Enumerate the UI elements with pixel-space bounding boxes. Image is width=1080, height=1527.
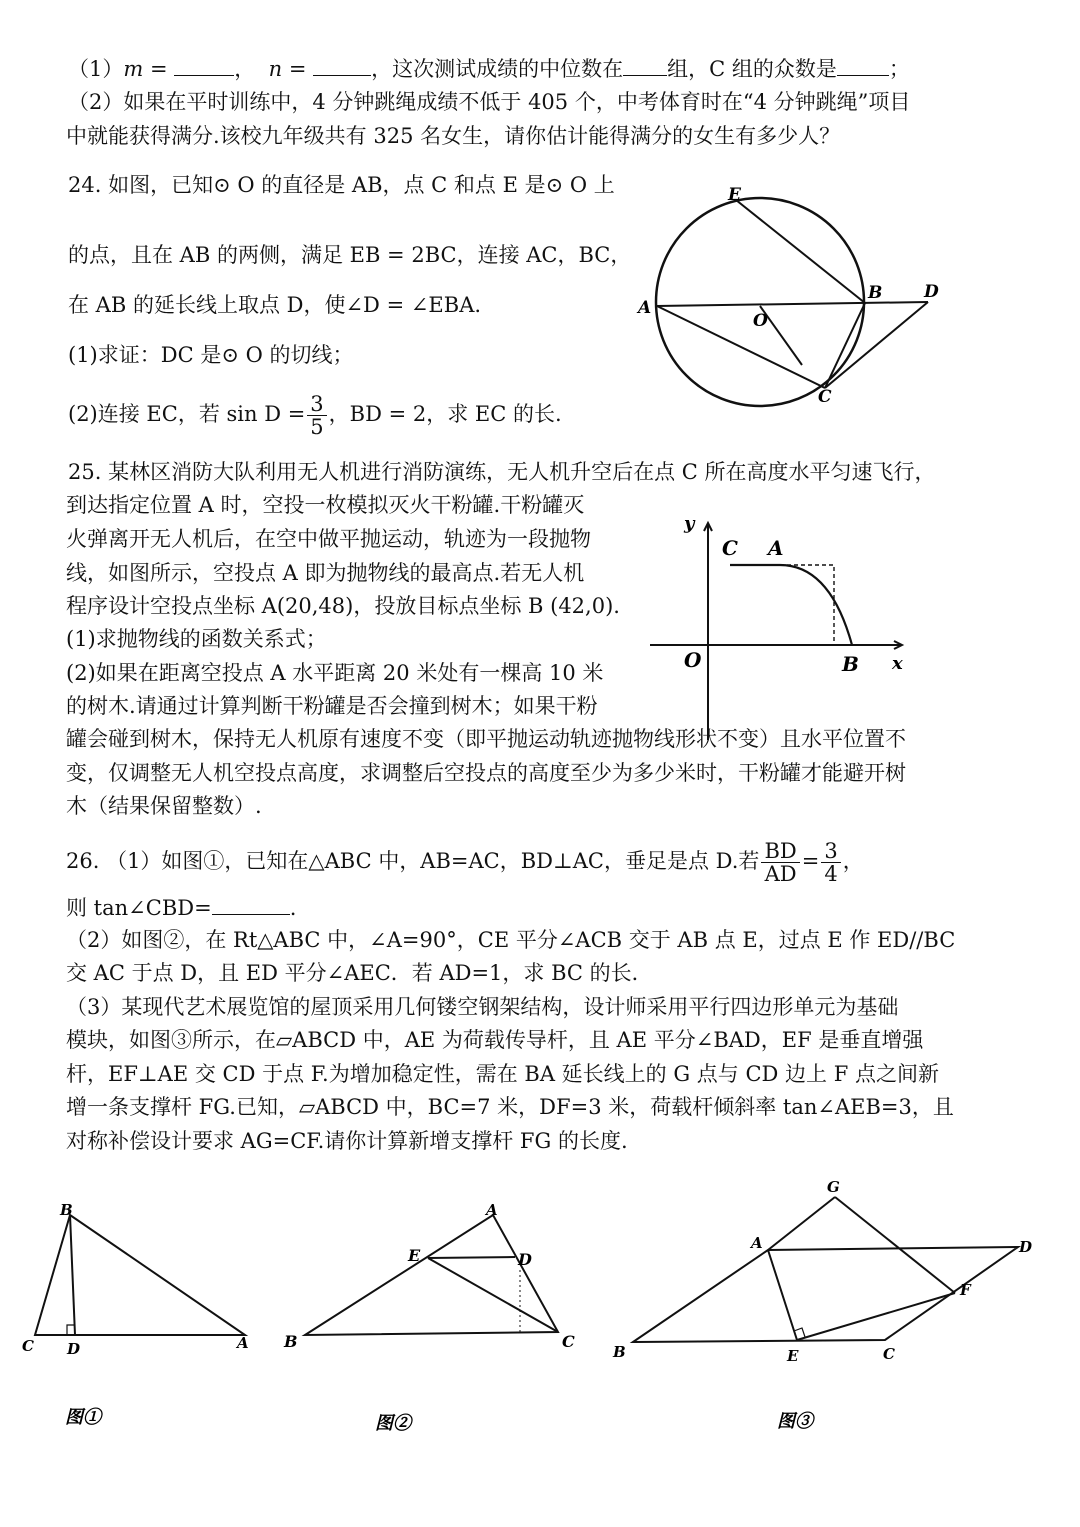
q24-part2-rest: ，BD = 2，求 EC 的长. — [328, 402, 562, 426]
label-g: G — [827, 1178, 840, 1196]
equals-sign: = — [801, 849, 820, 873]
line-eb — [736, 200, 865, 303]
q24-line1: 24. 如图，已知⊙ O 的直径是 AB，点 C 和点 E 是⊙ O 上 — [68, 173, 615, 197]
q24-circle-figure — [630, 180, 950, 420]
label-c: C — [562, 1332, 575, 1351]
figure-3 — [605, 1170, 1045, 1440]
line-ed — [428, 1257, 515, 1258]
q25-line8: 的树木.请通过计算判断干粉罐是否会撞到树木；如果干粉 — [66, 694, 598, 718]
answer-blank-median[interactable] — [623, 53, 667, 76]
q26-line9: 对称补偿设计要求 AG=CF.请你计算新增支撑杆 FG 的长度. — [66, 1129, 628, 1153]
triangle-abc — [35, 1215, 245, 1335]
fraction-3-4 — [821, 840, 840, 885]
line-gf — [835, 1197, 955, 1293]
q25-line5: 程序设计空投点坐标 A(20,48)，投放目标点坐标 B (42,0). — [66, 594, 620, 618]
answer-blank-n[interactable] — [313, 53, 371, 76]
q24-line3: 在 AB 的延长线上取点 D，使∠D = ∠EBA. — [68, 293, 482, 317]
label-b: B — [60, 1201, 73, 1219]
label-c: C — [818, 387, 832, 407]
line-ef — [797, 1293, 955, 1340]
q24-line4: (1)求证：DC 是⊙ O 的切线； — [68, 343, 354, 367]
q26-line1 — [66, 840, 864, 885]
q23-part1-label: （1） — [68, 57, 124, 81]
q26-line7: 杆，EF⊥AE 交 CD 于点 F.为增加稳定性，需在 BA 延长线上的 G 点与 CD 边上 F 点之间新 — [66, 1062, 939, 1086]
fraction-numerator: 3 — [307, 393, 326, 416]
figure-1 — [20, 1195, 270, 1445]
q24-line5 — [68, 393, 562, 438]
circle-o — [656, 198, 864, 406]
q26-part1-text: 26. （1）如图①，已知在△ABC 中，AB=AC，BD⊥AC，垂足是点 D.若 — [66, 849, 760, 873]
fraction-numerator: 3 — [821, 840, 840, 863]
line-ac — [657, 306, 825, 388]
fraction-3-5 — [307, 393, 326, 438]
q26-line4: 交 AC 于点 D，且 ED 平分∠AEC．若 AD=1，求 BC 的长． — [66, 961, 653, 985]
label-a: A — [638, 298, 652, 318]
q26-line6: 模块，如图③所示，在▱ABCD 中，AE 为荷载传导杆，且 AE 平分∠BAD，EF 是垂直增强 — [66, 1028, 924, 1052]
caption-fig2: 图② — [375, 1413, 411, 1434]
label-d: D — [518, 1250, 532, 1269]
label-y: y — [684, 513, 695, 534]
label-b: B — [284, 1332, 298, 1351]
fraction-denominator: AD — [764, 862, 797, 886]
answer-blank-tan[interactable] — [212, 892, 290, 915]
label-e: E — [408, 1246, 421, 1265]
q25-line11: 木（结果保留整数）. — [66, 794, 262, 818]
label-d: D — [67, 1340, 81, 1358]
fraction-bd-ad — [761, 840, 799, 885]
label-b: B — [613, 1343, 626, 1361]
line-end: . — [289, 896, 297, 920]
q25-line10: 变，仅调整无人机空投点高度，求调整后空投点的高度至少为多少米时，干粉罐才能避开树 — [66, 761, 906, 785]
q25-line6: (1)求抛物线的函数关系式； — [66, 627, 327, 651]
var-n: n — [268, 57, 283, 81]
q25-parabola-figure — [640, 505, 920, 745]
label-d: D — [1019, 1238, 1033, 1256]
parabola-path — [780, 565, 852, 645]
line-ae — [768, 1250, 797, 1340]
q23-line3: 中就能获得满分.该校九年级共有 325 名女生，请你估计能得满分的女生有多少人？ — [66, 124, 841, 148]
label-b: B — [842, 652, 859, 676]
label-a: A — [751, 1234, 763, 1252]
line-bc — [825, 303, 865, 388]
q26-line5: （3）某现代艺术展览馆的屋顶采用几何镂空钢架结构，设计师采用平行四边形单元为基础 — [66, 995, 899, 1019]
fraction-denominator: 5 — [310, 415, 324, 439]
fraction-denominator: 4 — [824, 862, 838, 886]
caption-fig1: 图① — [65, 1407, 101, 1428]
q26-line8: 增一条支撑杆 FG.已知，▱ABCD 中，BC=7 米，DF=3 米，荷载杆倾斜率 tan∠AEB=3，且 — [66, 1095, 954, 1119]
q25-line2: 到达指定位置 A 时，空投一枚模拟灭火干粉罐.干粉罐灭 — [66, 493, 585, 517]
dashed-guide — [780, 565, 834, 645]
q25-line1: 25. 某林区消防大队利用无人机进行消防演练，无人机升空后在点 C 所在高度水平匀速飞行， — [68, 460, 936, 484]
q26-tan-text: 则 tan∠CBD= — [66, 896, 212, 920]
answer-blank-mode[interactable] — [837, 53, 889, 76]
label-c: C — [22, 1337, 34, 1355]
label-a: A — [768, 536, 784, 560]
line-dc — [825, 302, 928, 388]
q25-line7: (2)如果在距离空投点 A 水平距离 20 米处有一棵高 10 米 — [66, 661, 604, 685]
q24-line2: 的点，且在 AB 的两侧，满足 EB = 2BC，连接 AC，BC， — [68, 243, 632, 267]
label-a: A — [486, 1201, 498, 1219]
q23-line2: （2）如果在平时训练中，4 分钟跳绳成绩不低于 405 个，中考体育时在“4 分钟跳绳”项目 — [68, 90, 911, 114]
median-text: ，这次测试成绩的中位数在 — [371, 57, 624, 81]
label-c: C — [722, 536, 738, 560]
label-e: E — [728, 185, 741, 205]
q26-line2 — [66, 892, 296, 923]
label-e: E — [787, 1347, 799, 1365]
var-m: m — [123, 57, 144, 81]
line-end: ； — [888, 57, 910, 81]
q25-line3: 火弹离开无人机后，在空中做平抛运动，轨迹为一段抛物 — [66, 527, 591, 551]
label-x: x — [892, 653, 903, 674]
label-a: A — [237, 1334, 249, 1352]
q26-line3: （2）如图②，在 Rt△ABC 中，∠A=90°，CE 平分∠ACB 交于 AB 点 E，过点 E 作 ED//BC — [66, 928, 956, 952]
figure-2 — [280, 1195, 590, 1445]
label-o: O — [753, 311, 768, 331]
fraction-numerator: BD — [761, 840, 799, 863]
mode-text: 组，C 组的众数是 — [667, 57, 837, 81]
q23-line1 — [68, 53, 910, 84]
answer-blank-m[interactable] — [174, 53, 234, 76]
line-ag — [768, 1197, 835, 1250]
altitude-bd — [70, 1215, 75, 1335]
equals-sign: = — [143, 57, 175, 81]
separator: ， — [234, 57, 256, 81]
line-ad — [657, 302, 928, 306]
equals-sign: = — [282, 57, 314, 81]
q25-line9: 罐会碰到树木，保持无人机原有速度不变（即平抛运动轨迹抛物线形状不变）且水平位置不 — [66, 727, 906, 751]
q25-line4: 线，如图所示，空投点 A 即为抛物线的最高点.若无人机 — [66, 561, 585, 585]
q24-part2-text: (2)连接 EC，若 sin D = — [68, 402, 306, 426]
line-end: ， — [842, 849, 864, 873]
label-f: F — [960, 1281, 971, 1299]
label-b: B — [868, 283, 883, 303]
caption-fig3: 图③ — [777, 1411, 813, 1432]
label-o: O — [684, 648, 702, 672]
label-c: C — [883, 1345, 895, 1363]
label-d: D — [924, 282, 939, 302]
